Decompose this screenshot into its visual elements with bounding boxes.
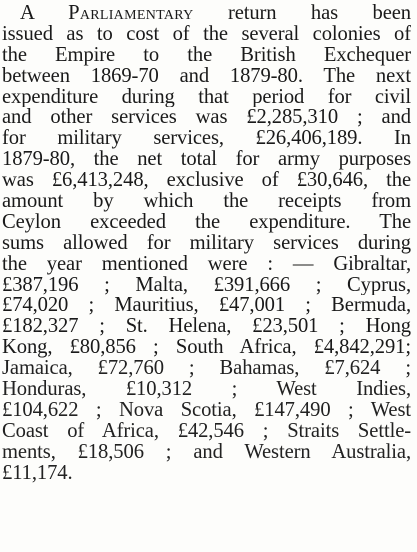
article-line-13: the year mentioned were : — Gibraltar, <box>2 253 411 275</box>
article-line-10: amount by which the receipts from <box>2 191 411 212</box>
article-line-9: was £6,413,248, exclusive of £30,646, the <box>2 170 411 192</box>
article-line-18: Jamaica, £72,760 ; Bahamas, £7,624 ; <box>2 358 411 380</box>
article-line-12: sums allowed for military services during <box>2 232 411 254</box>
article-line-8: 1879-80, the net total for army purposes <box>2 149 411 171</box>
article-line-7: for military services, £26,406,189. In <box>2 128 411 150</box>
lead-word: A <box>20 3 34 24</box>
article-line-6: and other services was £2,285,310 ; and <box>2 107 411 129</box>
article-line-5: expenditure during that period for civil <box>2 86 411 108</box>
article-line-3: the Empire to the British Exchequer <box>2 44 411 66</box>
lead-smallcaps-word: Parliamentary <box>68 3 194 24</box>
article-line-14: £387,196 ; Malta, £391,666 ; Cyprus, <box>2 274 411 296</box>
article-line-11: Ceylon exceeded the expenditure. The <box>2 211 411 233</box>
article-line-1-text: return has been <box>227 3 411 24</box>
article-line-20: £104,622 ; Nova Scotia, £147,490 ; West <box>2 399 411 421</box>
article-line-4: between 1869-70 and 1879-80. The next <box>2 65 411 87</box>
article-line-23: £11,174. <box>2 462 73 484</box>
article-line-2: issued as to cost of the several colonies of <box>2 23 411 45</box>
article-line-21: Coast of Africa, £42,546 ; Straits Settle- <box>2 420 411 442</box>
article-line-19: Honduras, £10,312 ; West Indies, <box>2 379 411 400</box>
article-line-22: ments, £18,506 ; and Western Australia, <box>2 441 411 463</box>
article-line-1 <box>2 3 411 24</box>
article-line-15: £74,020 ; Mauritius, £47,001 ; Bermuda, <box>2 295 411 317</box>
article-line-17: Kong, £80,856 ; South Africa, £4,842,291; <box>2 337 411 359</box>
article-line-16: £182,327 ; St. Helena, £23,501 ; Hong <box>2 316 411 338</box>
